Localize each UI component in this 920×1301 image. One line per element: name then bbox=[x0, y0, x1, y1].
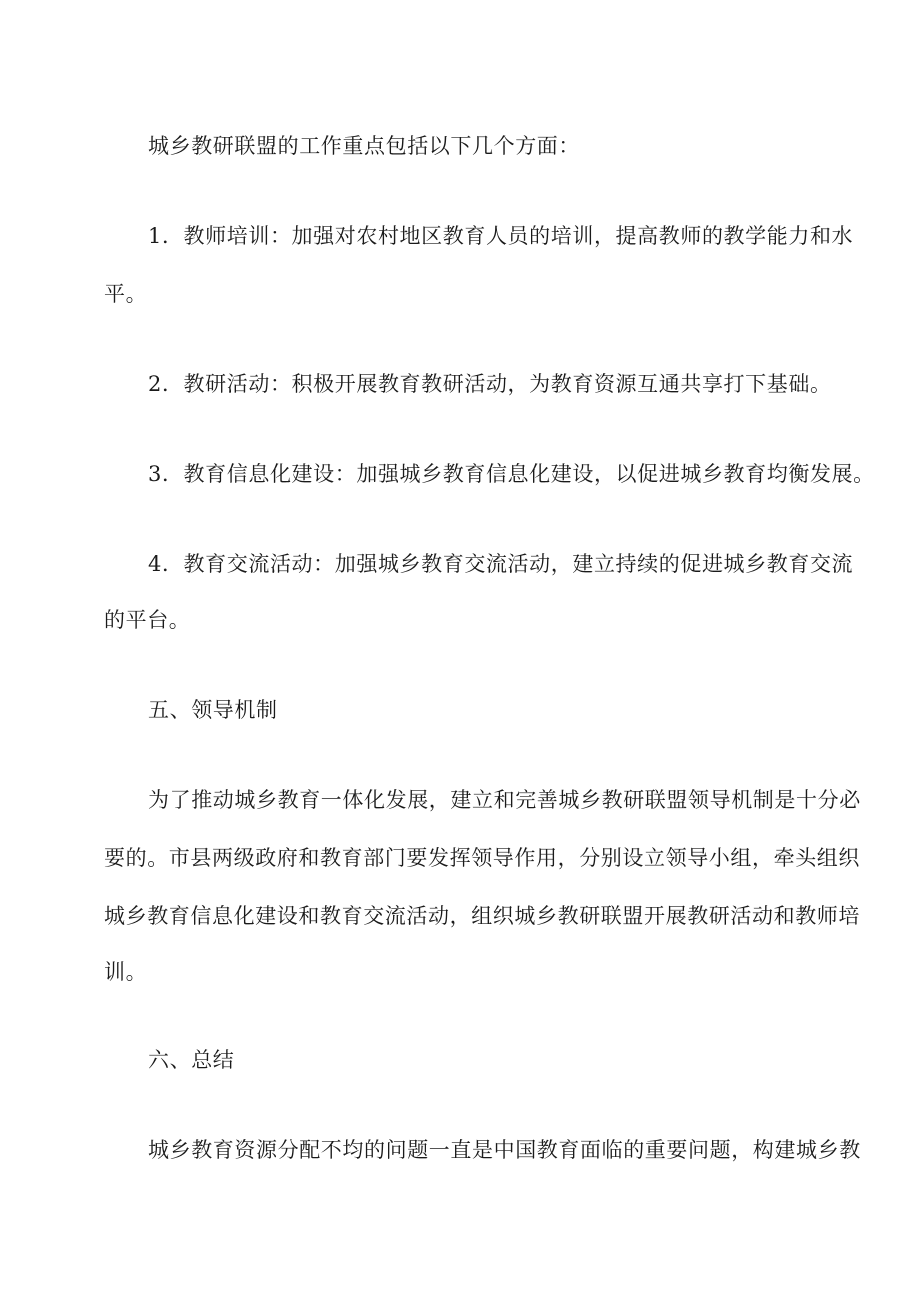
list-item-2: 2．教研活动：积极开展教育教研活动，为教育资源互通共享打下基础。 bbox=[148, 372, 832, 396]
section-5-heading: 五、领导机制 bbox=[148, 698, 278, 722]
intro-paragraph: 城乡教研联盟的工作重点包括以下几个方面： bbox=[148, 134, 580, 158]
list-item-1-line-2: 平。 bbox=[104, 282, 148, 306]
list-item-3: 3．教育信息化建设：加强城乡教育信息化建设，以促进城乡教育均衡发展。 bbox=[148, 462, 875, 486]
section-6-paragraph-line-1: 城乡教育资源分配不均的问题一直是中国教育面临的重要问题，构建城乡教 bbox=[148, 1138, 861, 1162]
section-5-paragraph-line-1: 为了推动城乡教育一体化发展，建立和完善城乡教研联盟领导机制是十分必 bbox=[148, 788, 861, 812]
section-5-paragraph-line-4: 训。 bbox=[104, 960, 148, 984]
section-5-paragraph-line-2: 要的。市县两级政府和教育部门要发挥领导作用，分别设立领导小组，牵头组织 bbox=[104, 846, 860, 870]
section-5-paragraph-line-3: 城乡教育信息化建设和教育交流活动，组织城乡教研联盟开展教研活动和教师培 bbox=[104, 904, 860, 928]
list-item-4-line-1: 4．教育交流活动：加强城乡教育交流活动，建立持续的促进城乡教育交流 bbox=[148, 552, 854, 576]
section-6-heading: 六、总结 bbox=[148, 1048, 235, 1072]
list-item-4-line-2: 的平台。 bbox=[104, 608, 191, 632]
list-item-1-line-1: 1．教师培训：加强对农村地区教育人员的培训，提高教师的教学能力和水 bbox=[148, 224, 854, 248]
